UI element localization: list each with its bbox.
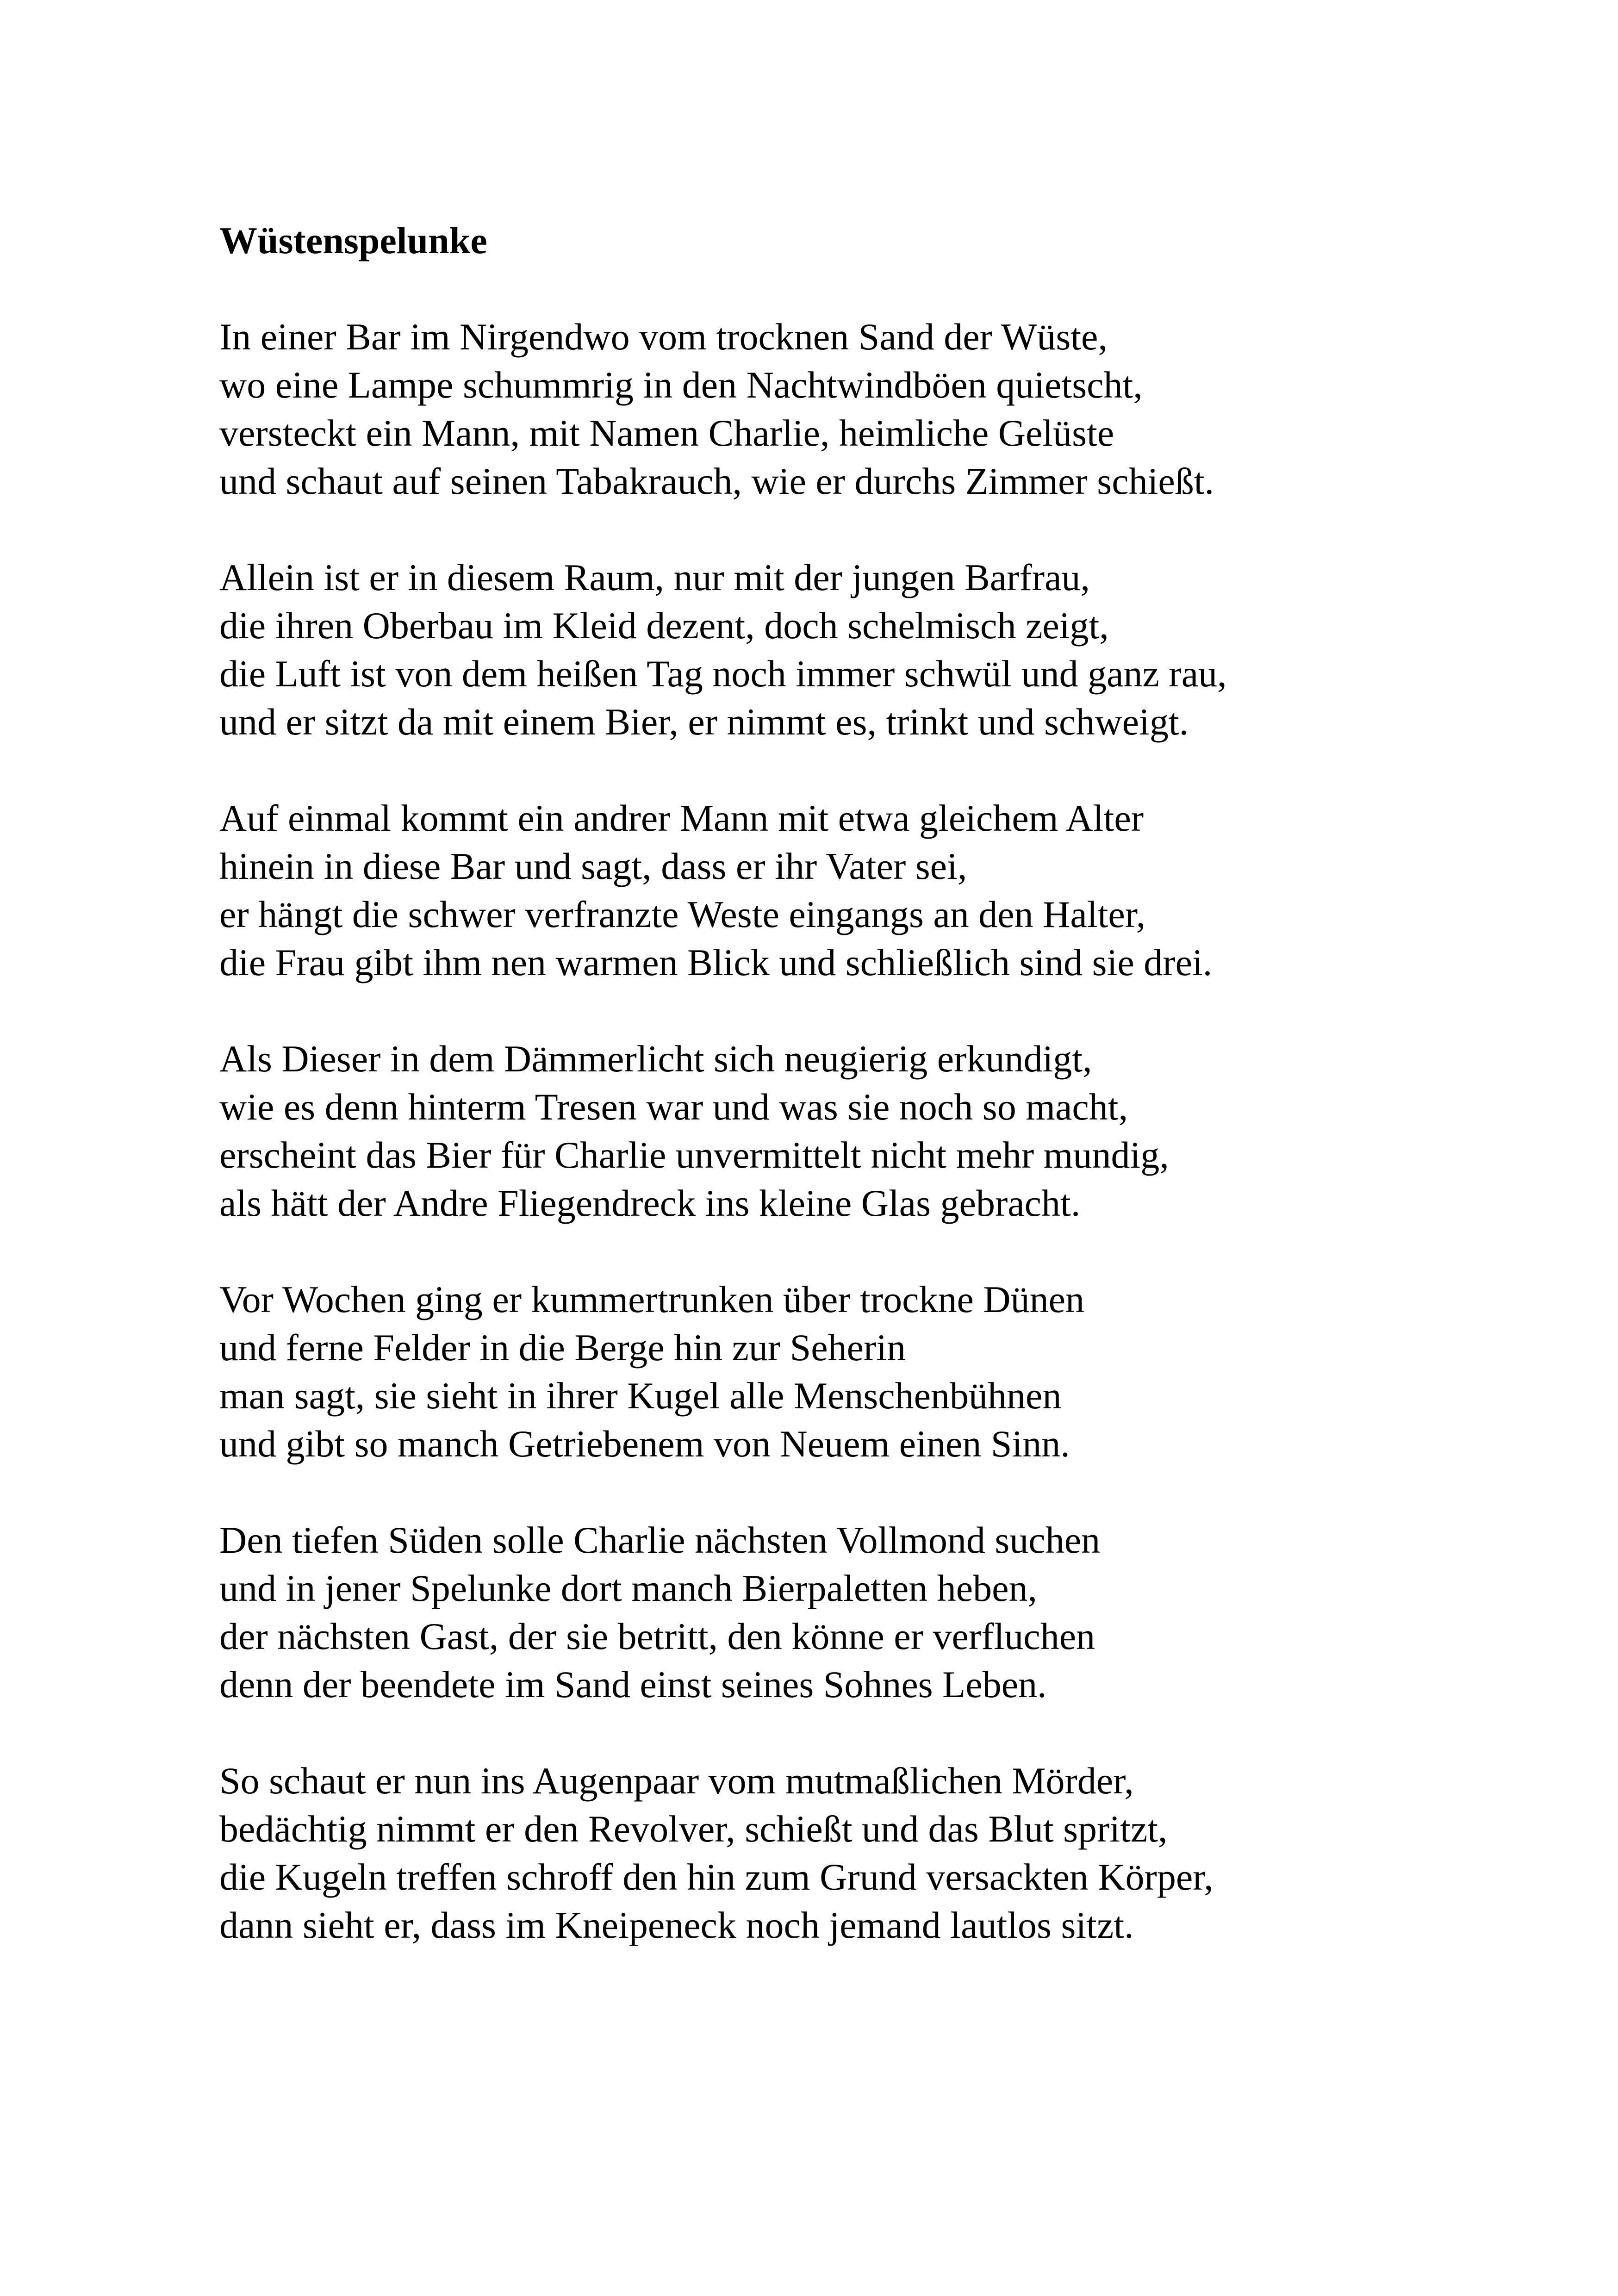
stanza-2 — [219, 554, 1562, 746]
stanza-1 — [219, 313, 1562, 505]
poem-line: dann sieht er, dass im Kneipeneck noch jemand lautlos sitzt. — [219, 1904, 1134, 1946]
poem-line: Allein ist er in diesem Raum, nur mit der jungen Barfrau, — [219, 556, 1090, 598]
poem-line: wie es denn hinterm Tresen war und was sie noch so macht, — [219, 1086, 1128, 1128]
stanza-6 — [219, 1516, 1562, 1709]
poem-line: wo eine Lampe schummrig in den Nachtwindböen quietscht, — [219, 364, 1143, 406]
stanza-7 — [219, 1757, 1562, 1949]
poem-line: So schaut er nun ins Augenpaar vom mutmaßlichen Mörder, — [219, 1760, 1134, 1802]
poem-line: Auf einmal kommt ein andrer Mann mit etwa gleichem Alter — [219, 797, 1144, 839]
poem-line: und in jener Spelunke dort manch Bierpaletten heben, — [219, 1567, 1038, 1609]
poem-line: und er sitzt da mit einem Bier, er nimmt es, trinkt und schweigt. — [219, 701, 1189, 743]
poem-line: Als Dieser in dem Dämmerlicht sich neugierig erkundigt, — [219, 1038, 1092, 1080]
poem-line: er hängt die schwer verfranzte Weste eingangs an den Halter, — [219, 893, 1146, 935]
poem-line: denn der beendete im Sand einst seines Sohnes Leben. — [219, 1663, 1047, 1705]
poem-line: Den tiefen Süden solle Charlie nächsten Vollmond suchen — [219, 1519, 1101, 1561]
poem-line: und ferne Felder in die Berge hin zur Seherin — [219, 1326, 906, 1369]
poem-line: die ihren Oberbau im Kleid dezent, doch schelmisch zeigt, — [219, 604, 1109, 647]
poem-line: die Luft ist von dem heißen Tag noch immer schwül und ganz rau, — [219, 653, 1227, 695]
poem-line: In einer Bar im Nirgendwo vom trocknen Sand der Wüste, — [219, 316, 1108, 358]
poem-line: die Frau gibt ihm nen warmen Blick und schließlich sind sie drei. — [219, 941, 1213, 983]
poem-line: bedächtig nimmt er den Revolver, schießt und das Blut spritzt, — [219, 1808, 1168, 1850]
poem-line: und gibt so manch Getriebenem von Neuem einen Sinn. — [219, 1423, 1070, 1465]
poem-line: hinein in diese Bar und sagt, dass er ihr Vater sei, — [219, 845, 967, 887]
poem-line: Vor Wochen ging er kummertrunken über trockne Dünen — [219, 1278, 1085, 1320]
document-page — [219, 217, 1562, 1997]
poem-line: man sagt, sie sieht in ihrer Kugel alle Menschenbühnen — [219, 1375, 1062, 1417]
poem-line: als hätt der Andre Fliegendreck ins kleine Glas gebracht. — [219, 1182, 1081, 1224]
stanza-3 — [219, 794, 1562, 987]
stanza-5 — [219, 1276, 1562, 1468]
poem-line: und schaut auf seinen Tabakrauch, wie er durchs Zimmer schießt. — [219, 460, 1214, 502]
stanza-4 — [219, 1035, 1562, 1227]
poem-line: erscheint das Bier für Charlie unvermittelt nicht mehr mundig, — [219, 1134, 1169, 1176]
poem-title: Wüstenspelunke — [219, 219, 487, 261]
poem-line: die Kugeln treffen schroff den hin zum Grund versackten Körper, — [219, 1856, 1214, 1898]
poem-line: versteckt ein Mann, mit Namen Charlie, heimliche Gelüste — [219, 412, 1114, 454]
poem-line: der nächsten Gast, der sie betritt, den könne er verfluchen — [219, 1615, 1095, 1657]
